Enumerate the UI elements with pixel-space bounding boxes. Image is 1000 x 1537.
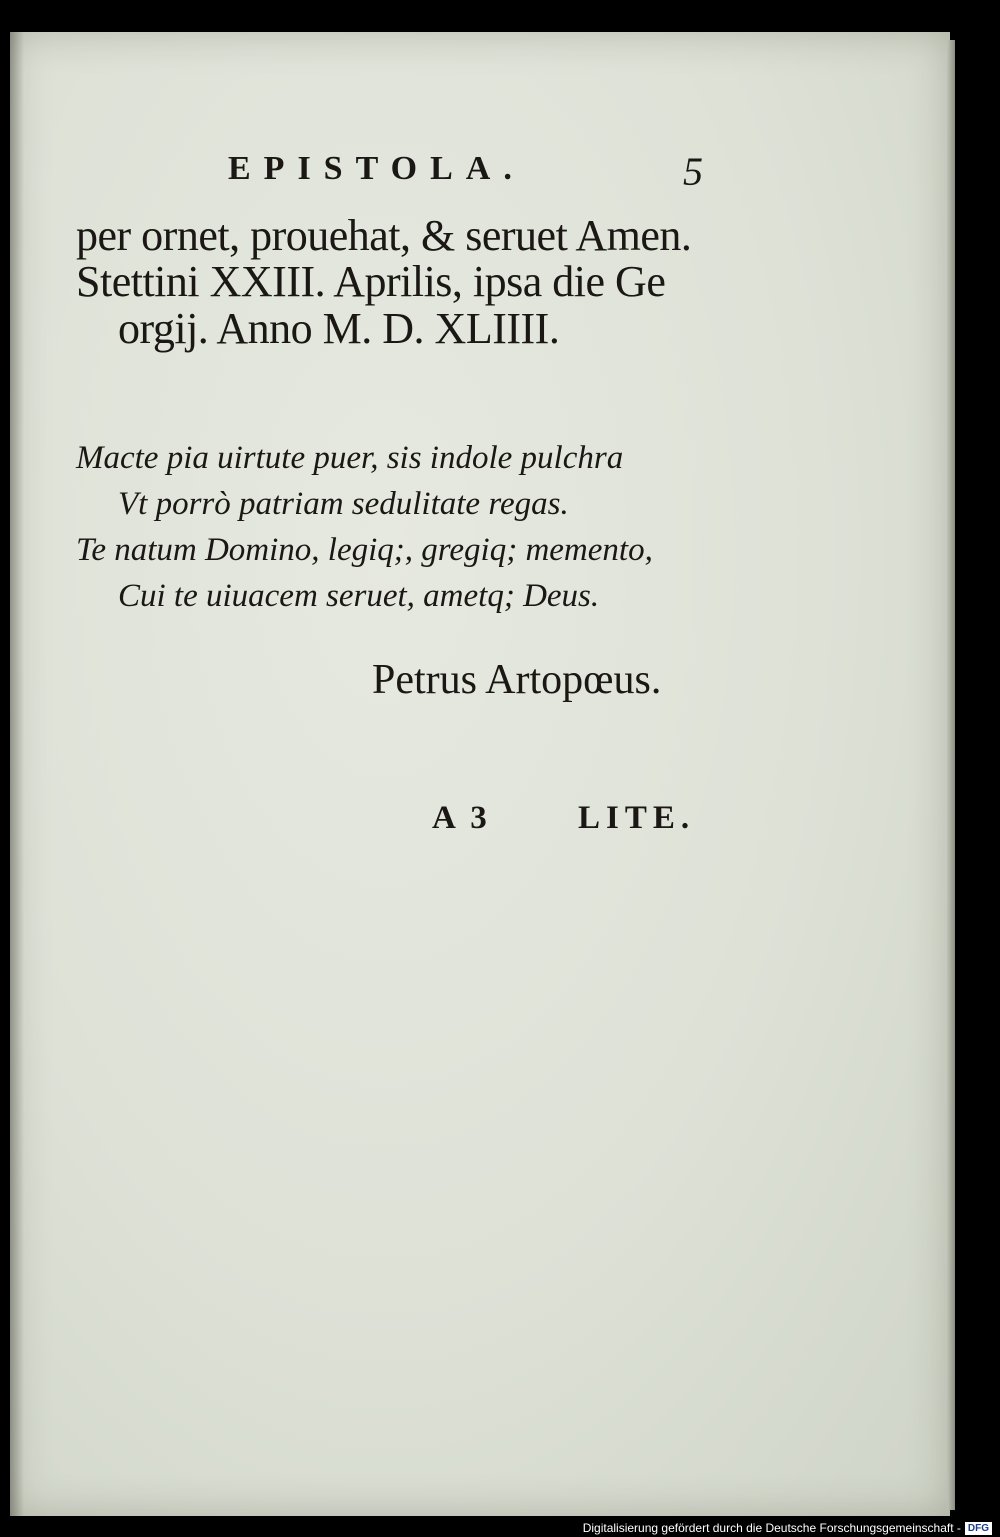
footer-text: Digitalisierung gefördert durch die Deutsche Forschungsgemeinschaft - <box>582 1521 961 1535</box>
dfg-logo: DFG <box>965 1522 992 1535</box>
signature-mark: A 3 <box>432 800 491 836</box>
page-gutter-shadow <box>10 32 24 1516</box>
prose-line: per ornet, prouehat, & seruet Amen. <box>76 211 692 260</box>
poem-line: Vt porrò patriam sedulitate regas. <box>118 486 569 522</box>
page-edge <box>947 40 955 1510</box>
running-header: EPISTOLA. <box>228 150 525 187</box>
digitization-footer <box>583 1521 992 1535</box>
page-number: 5 <box>683 149 703 194</box>
author-signature: Petrus Artopœus. <box>372 657 662 703</box>
prose-line: Stettini XXIII. Aprilis, ipsa die Ge <box>76 257 666 306</box>
poem-line: Te natum Domino, legiq;, gregiq; memento, <box>76 532 653 568</box>
prose-line: orgij. Anno M. D. XLIIII. <box>118 304 560 353</box>
poem-line: Cui te uiuacem seruet, ametq; Deus. <box>118 578 600 614</box>
poem-line: Macte pia uirtute puer, sis indole pulchra <box>76 440 624 476</box>
catchword: LITE. <box>578 800 696 836</box>
